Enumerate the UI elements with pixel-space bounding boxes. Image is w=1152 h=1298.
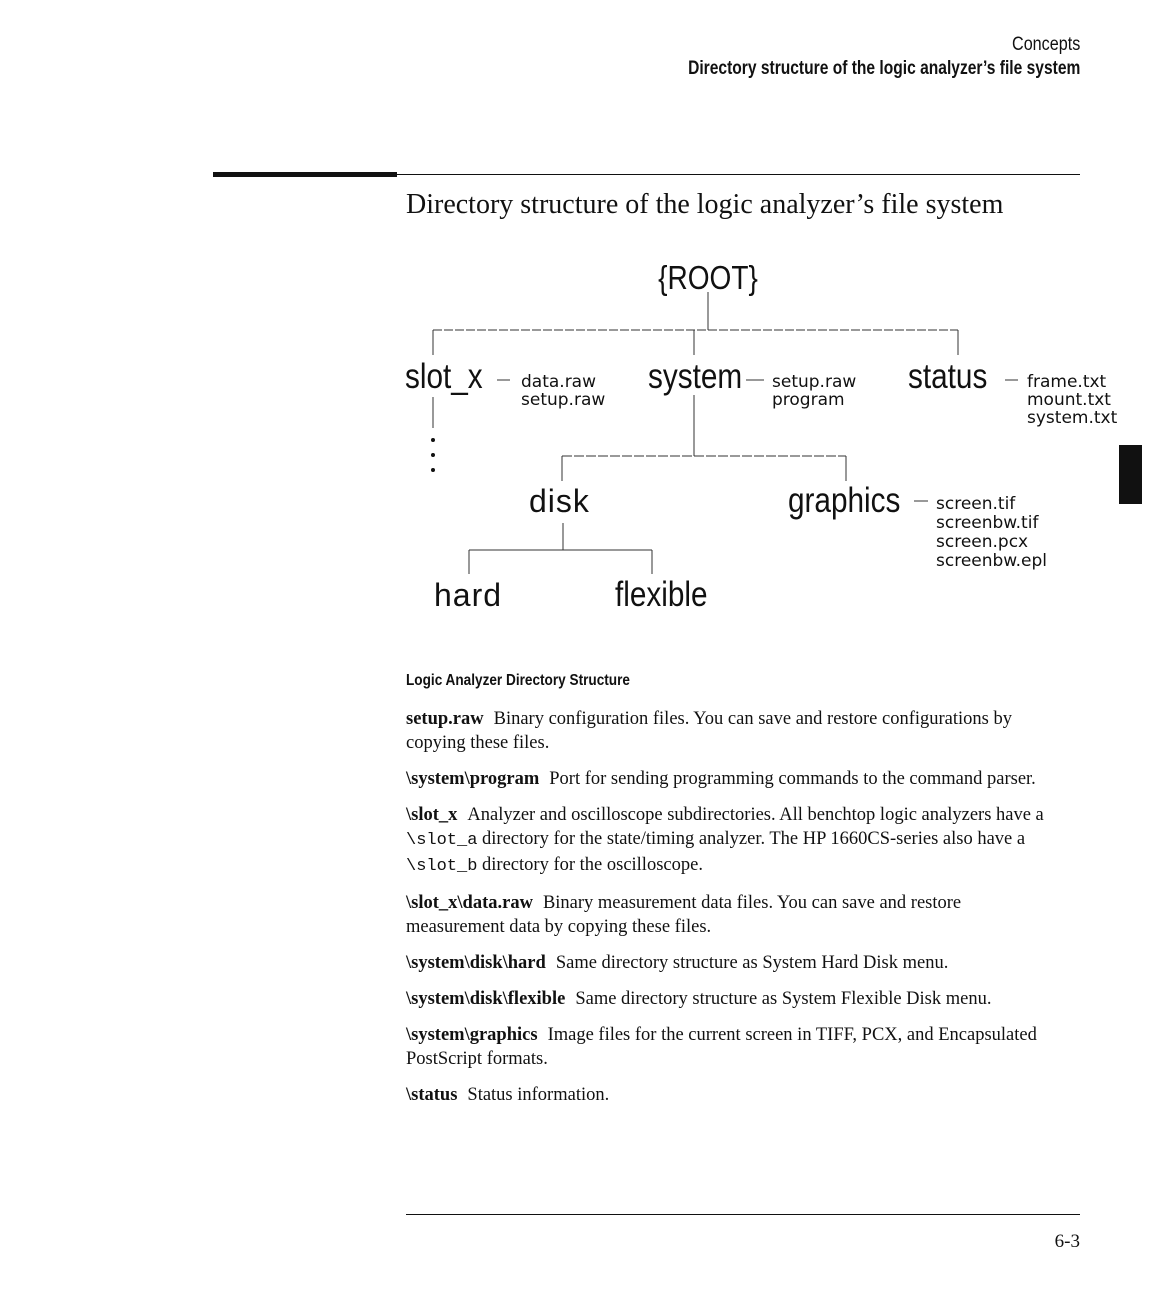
definition-term: \slot_x\data.raw [406,893,533,913]
code-slot-b: \slot_b [406,857,478,876]
figure-caption: Logic Analyzer Directory Structure [406,672,630,689]
status-file: mount.txt [1027,390,1111,410]
graphics-file: screen.tif [936,494,1016,514]
graphics-file: screenbw.tif [936,513,1039,533]
directory-tree-diagram [0,0,1152,640]
disk-node: disk [529,483,590,519]
system-file: setup.raw [772,372,857,392]
definition-term: \system\disk\hard [406,953,546,973]
definition-text: Binary configuration files. You can save and restore configurations by copying these files. [406,709,1012,753]
definition-data-raw [406,891,1056,939]
definition-disk-flexible [406,987,1056,1011]
definition-setup-raw [406,707,1056,755]
page-heading: Directory structure of the logic analyzer’s file system [406,189,1004,220]
slot-x-ellipsis [431,438,435,472]
hard-node: hard [434,577,503,613]
definition-text: directory for the oscilloscope. [482,855,703,875]
definition-text: Port for sending programming commands to the command parser. [549,769,1036,789]
definition-term: \status [406,1085,458,1105]
definition-term: setup.raw [406,709,484,729]
definition-status [406,1083,1056,1107]
slot-x-node: slot_x [405,356,483,396]
footer-rule [406,1214,1080,1215]
status-file: frame.txt [1027,372,1107,392]
code-slot-a: \slot_a [406,831,478,850]
running-header-title: Directory structure of the logic analyzer’s file system [687,58,1080,79]
graphics-file: screenbw.epl [936,551,1048,571]
running-header-section: Concepts [1011,34,1080,55]
definition-text: directory for the state/timing analyzer. The HP 1660CS-series also have a [482,829,1026,849]
definition-term: \system\graphics [406,1025,538,1045]
definition-text: Same directory structure as System Hard Disk menu. [555,953,949,973]
definition-disk-hard [406,951,1056,975]
slot-x-file: data.raw [521,372,597,392]
definition-term: \system\disk\flexible [406,989,566,1009]
ellipsis-dot [431,453,435,457]
definition-term: \system\program [406,769,540,789]
definition-text: Analyzer and oscilloscope subdirectories. All benchtop logic analyzers have a [467,805,1044,825]
graphics-file: screen.pcx [936,532,1029,552]
definition-slot-x [406,803,1056,879]
system-node: system [648,356,743,396]
root-node: {ROOT} [658,259,758,297]
slot-x-file: setup.raw [521,390,606,410]
definition-system-program [406,767,1056,791]
definition-graphics [406,1023,1056,1071]
ellipsis-dot [431,438,435,442]
definition-text: Binary measurement data files. You can save and restore measurement data by copying these files. [406,893,962,937]
definition-text: Same directory structure as System Flexible Disk menu. [575,989,992,1009]
definition-term: \slot_x [406,805,458,825]
system-file: program [772,390,845,410]
tree-connectors [433,292,1018,574]
ellipsis-dot [431,468,435,472]
graphics-node: graphics [788,480,901,520]
flexible-node: flexible [615,574,708,614]
definition-text: Status information. [467,1085,610,1105]
status-file: system.txt [1027,408,1118,428]
definition-list [406,707,1056,1119]
definition-text: Image files for the current screen in TIFF, PCX, and Encapsulated PostScript formats. [406,1025,1037,1069]
status-node: status [908,356,988,396]
page-number: 6-3 [1054,1231,1080,1252]
